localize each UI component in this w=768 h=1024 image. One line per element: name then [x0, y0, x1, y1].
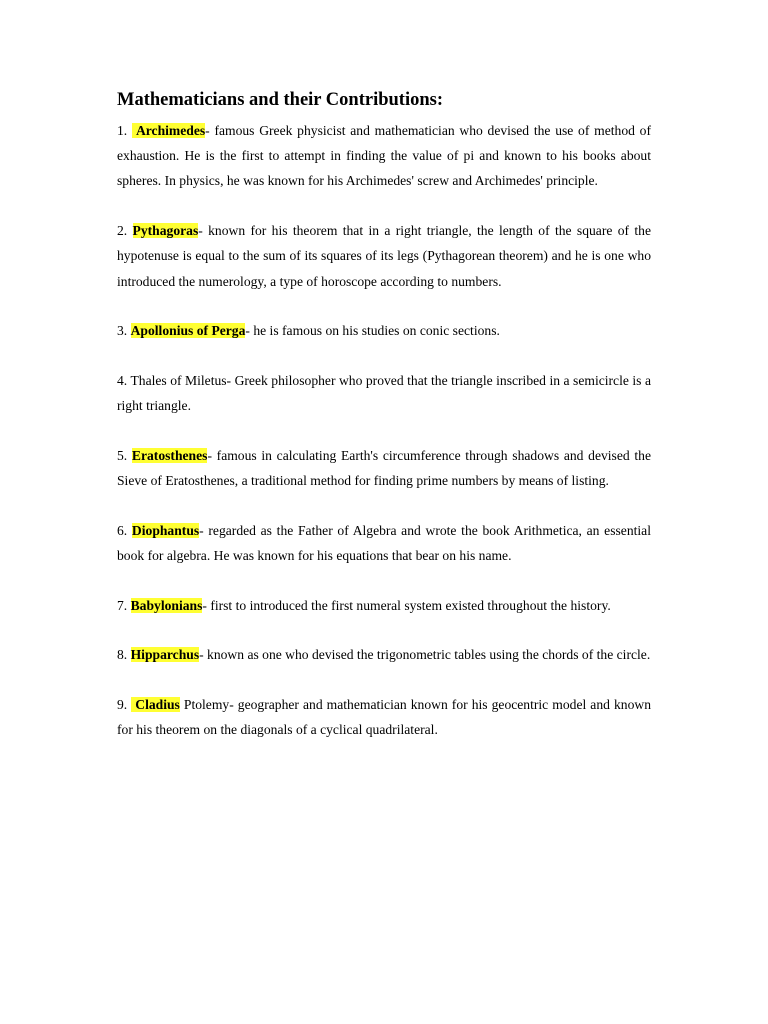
- entry-text: - he is famous on his studies on conic sections.: [245, 323, 500, 339]
- entry-diophantus: [117, 518, 651, 568]
- entry-number: 4.: [117, 372, 128, 388]
- entry-text: - known as one who devised the trigonometric tables using the chords of the circle.: [199, 647, 651, 663]
- entry-text: - known for his theorem that in a right triangle, the length of the square of the hypotenuse is equal to the sum of its squares of its legs (Pythagorean theorem) and he is one who introduced the numerology, a type of horoscope according to numbers.: [117, 223, 651, 289]
- document-page: [117, 88, 651, 767]
- entry-pythagoras: [117, 218, 651, 294]
- entry-archimedes: [117, 118, 651, 194]
- entry-apollonius: [117, 318, 651, 343]
- highlighted-name: Hipparchus: [130, 647, 200, 663]
- entry-text: Ptolemy- geographer and mathematician known for his geocentric model and known for his theorem on the diagonals of a cyclical quadrilateral.: [117, 697, 651, 738]
- document-title: Mathematicians and their Contributions:: [117, 90, 443, 110]
- entry-number: 5.: [117, 447, 128, 463]
- entry-text: Thales of Miletus- Greek philosopher who proved that the triangle inscribed in a semicircle is a right triangle.: [117, 372, 651, 414]
- entry-number: 2.: [117, 223, 128, 239]
- highlighted-name: Archimedes: [132, 123, 205, 138]
- entry-babylonians: [117, 593, 651, 618]
- entry-text: - first to introduced the first numeral system existed throughout the history.: [202, 597, 611, 613]
- highlighted-name: Apollonius of Perga: [130, 323, 246, 339]
- highlighted-name: Pythagoras: [132, 223, 199, 239]
- highlighted-name: Babylonians: [130, 597, 203, 613]
- entry-number: 7.: [117, 597, 128, 613]
- entry-hipparchus: [117, 642, 651, 667]
- highlighted-name: Eratosthenes: [131, 447, 208, 463]
- entry-number: 9.: [117, 697, 128, 713]
- entry-thales: [117, 368, 651, 418]
- entry-text: - famous in calculating Earth's circumference through shadows and devised the Sieve of Eratosthenes, a traditional method for finding prime numbers by means of listing.: [117, 447, 651, 489]
- highlighted-name: Cladius: [131, 697, 180, 712]
- highlighted-name: Diophantus: [131, 522, 200, 538]
- entry-number: 8.: [117, 647, 128, 663]
- entry-number: 6.: [117, 522, 128, 538]
- entry-ptolemy: [117, 692, 651, 742]
- entry-text: - famous Greek physicist and mathematician who devised the use of method of exhaustion. He is the first to attempt in finding the value of pi and known to his books about spheres. In physics, he was known for his Archimedes' screw and Archimedes' principle.: [117, 123, 651, 189]
- entry-number: 1.: [117, 123, 128, 138]
- entry-number: 3.: [117, 323, 128, 339]
- entry-eratosthenes: [117, 443, 651, 493]
- entry-text: - regarded as the Father of Algebra and wrote the book Arithmetica, an essential book for algebra. He was known for his equations that bear on his name.: [117, 522, 651, 563]
